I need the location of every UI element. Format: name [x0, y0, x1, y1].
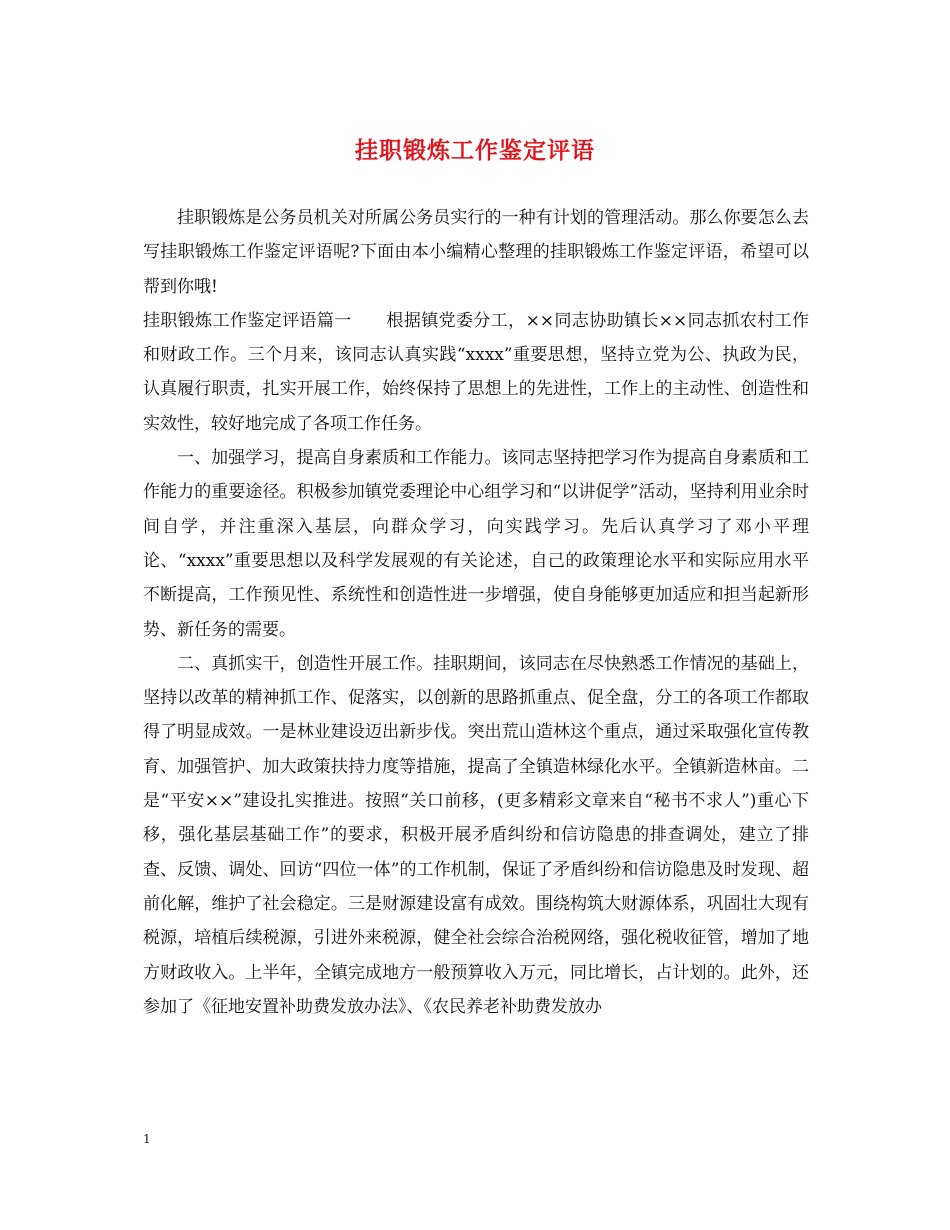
- document-title: 挂职锻炼工作鉴定评语: [355, 137, 595, 164]
- page-number: 1: [143, 1132, 151, 1146]
- paragraph-section-one: 挂职锻炼工作鉴定评语篇一 根据镇党委分工，××同志协助镇长××同志抓农村工作和财政工作。三个月来，该同志认真实践“xxxx”重要思想，坚持立党为公、执政为民，认真履行职责，扎实开展工作，始终保持了思想上的先进性，工作上的主动性、创造性和实效性，较好地完成了各项工作任务。: [143, 310, 809, 434]
- paragraph-study: 一、加强学习，提高自身素质和工作能力。该同志坚持把学习作为提高自身素质和工作能力的重要途径。积极参加镇党委理论中心组学习和“以讲促学”活动，坚持利用业余时间自学，并注重深入基层，向群众学习，向实践学习。先后认真学习了邓小平理论、“xxxx”重要思想以及科学发展观的有关论述，自己的政策理论水平和实际应用水平不断提高，工作预见性、系统性和创造性进一步增强，使自身能够更加适应和担当起新形势、新任务的需要。: [143, 448, 809, 640]
- document-body: [143, 201, 809, 1024]
- paragraph-work: 二、真抓实干，创造性开展工作。挂职期间，该同志在尽快熟悉工作情况的基础上，坚持以改革的精神抓工作、促落实，以创新的思路抓重点、促全盘，分工的各项工作都取得了明显成效。一是林业建设迈出新步伐。突出荒山造林这个重点，通过采取强化宣传教育、加强管护、加大政策扶持力度等措施，提高了全镇造林绿化水平。全镇新造林亩。二是“平安××”建设扎实推进。按照“关口前移，(更多精彩文章来自“秘书不求人”)重心下移，强化基层基础工作”的要求，积极开展矛盾纠纷和信访隐患的排查调处，建立了排查、反馈、调处、回访“四位一体”的工作机制，保证了矛盾纠纷和信访隐患及时发现、超前化解，维护了社会稳定。三是财源建设富有成效。围绕构筑大财源体系，巩固壮大现有税源，培植后续税源，引进外来税源，健全社会综合治税网络，强化税收征管，增加了地方财政收入。上半年，全镇完成地方一般预算收入万元，同比增长，占计划的。此外，还参加了《征地安置补助费发放办法》、《农民养老补助费发放办: [143, 653, 809, 1017]
- intro-paragraph: 挂职锻炼是公务员机关对所属公务员实行的一种有计划的管理活动。那么你要怎么去写挂职锻炼工作鉴定评语呢?下面由本小编精心整理的挂职锻炼工作鉴定评语，希望可以帮到你哦!: [143, 208, 809, 297]
